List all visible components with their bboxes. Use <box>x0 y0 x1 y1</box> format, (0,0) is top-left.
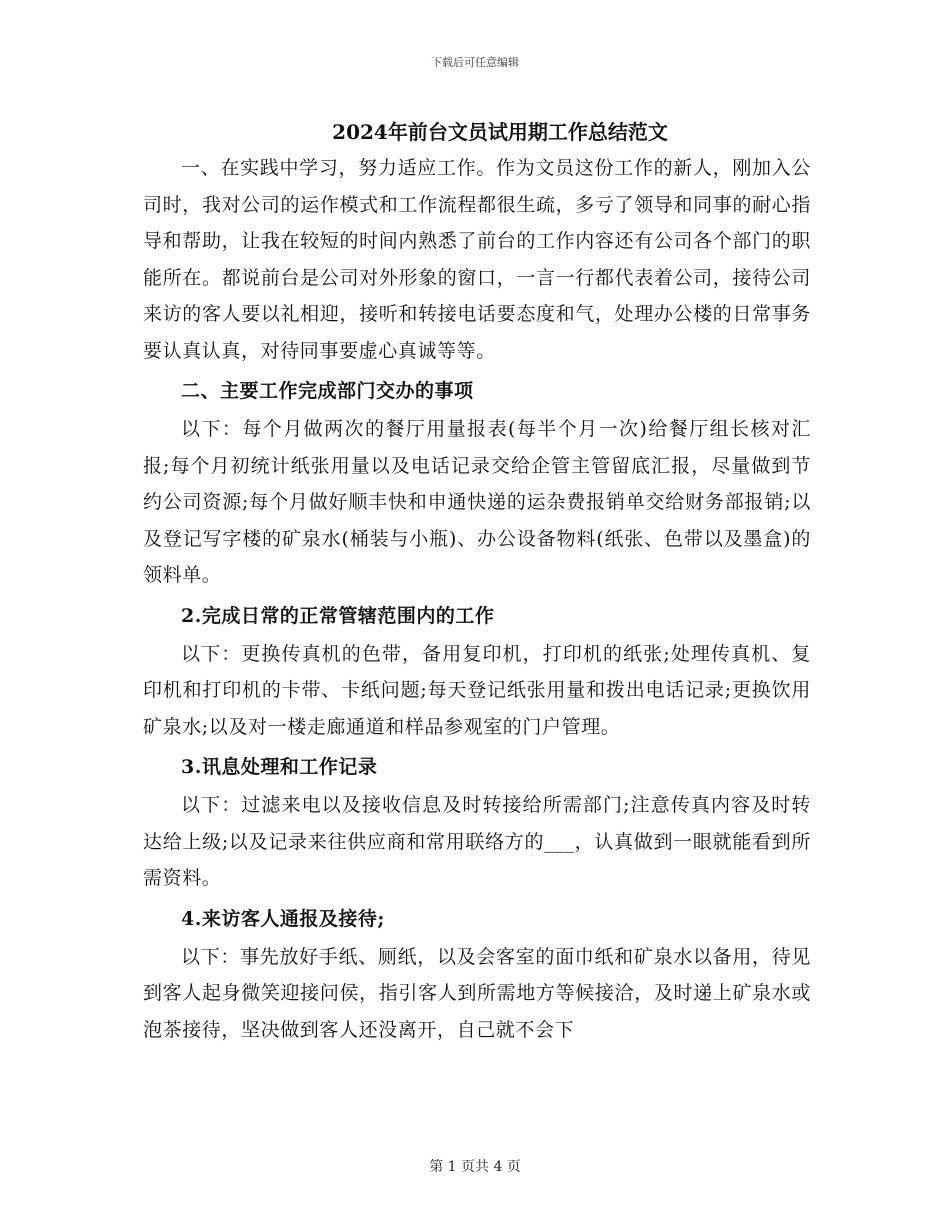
section-heading-main-tasks: 二、主要工作完成部门交办的事项 <box>181 380 474 402</box>
section-heading-visitor-reception: 4.来访客人通报及接待; <box>181 907 385 930</box>
paragraph-visitor-reception: 以下：事先放好手纸、厕纸，以及会客室的面巾纸和矿泉水以备用，待见到客人起身微笑迎接问侯，指引客人到所需地方等候接洽，及时递上矿泉水或泡茶接待，坚决做到客人还没离开，自己就不会下 <box>143 945 811 1041</box>
paragraph-main-tasks: 以下：每个月做两次的餐厅用量报表(每半个月一次)给餐厅组长核对汇报;每个月初统计纸张用量以及电话记录交给企管主管留底汇报，尽量做到节约公司资源;每个月做好顺丰快和申通快递的运杂费报销单交给财务部报销;以及登记写字楼的矿泉水(桶装与小瓶)、办公设备物料(纸张、色带以及墨盒)的领料单。 <box>143 418 811 586</box>
section-heading-info-processing: 3.讯息处理和工作记录 <box>181 756 378 778</box>
paragraph-daily-work: 以下：更换传真机的色带，备用复印机，打印机的纸张;处理传真机、复印机和打印机的卡带、卡纸问题;每天登记纸张用量和拨出电话记录;更换饮用矿泉水;以及对一楼走廊通道和样品参观室的门户管理。 <box>143 642 811 738</box>
document-body <box>143 150 811 1048</box>
header-note: 下载后可任意编辑 <box>431 56 519 69</box>
paragraph-intro: 一、在实践中学习，努力适应工作。作为文员这份工作的新人，刚加入公司时，我对公司的运作模式和工作流程都很生疏，多亏了领导和同事的耐心指导和帮助，让我在较短的时间内熟悉了前台的工作内容还有公司各个部门的职能所在。都说前台是公司对外形象的窗口，一言一行都代表着公司，接待公司来访的客人要以礼相迎，接听和转接电话要态度和气，处理办公楼的日常事务要认真认真，对待同事要虚心真诚等等。 <box>143 157 811 362</box>
page-number: 第 1 页共 4 页 <box>429 1159 521 1175</box>
section-heading-daily-work: 2.完成日常的正常管辖范围内的工作 <box>181 604 495 627</box>
paragraph-info-processing: 以下：过滤来电以及接收信息及时转接给所需部门;注意传真内容及时转达给上级;以及记录来往供应商和常用联络方的___，认真做到一眼就能看到所需资料。 <box>143 794 811 889</box>
document-title: 2024年前台文员试用期工作总结范文 <box>332 120 668 144</box>
